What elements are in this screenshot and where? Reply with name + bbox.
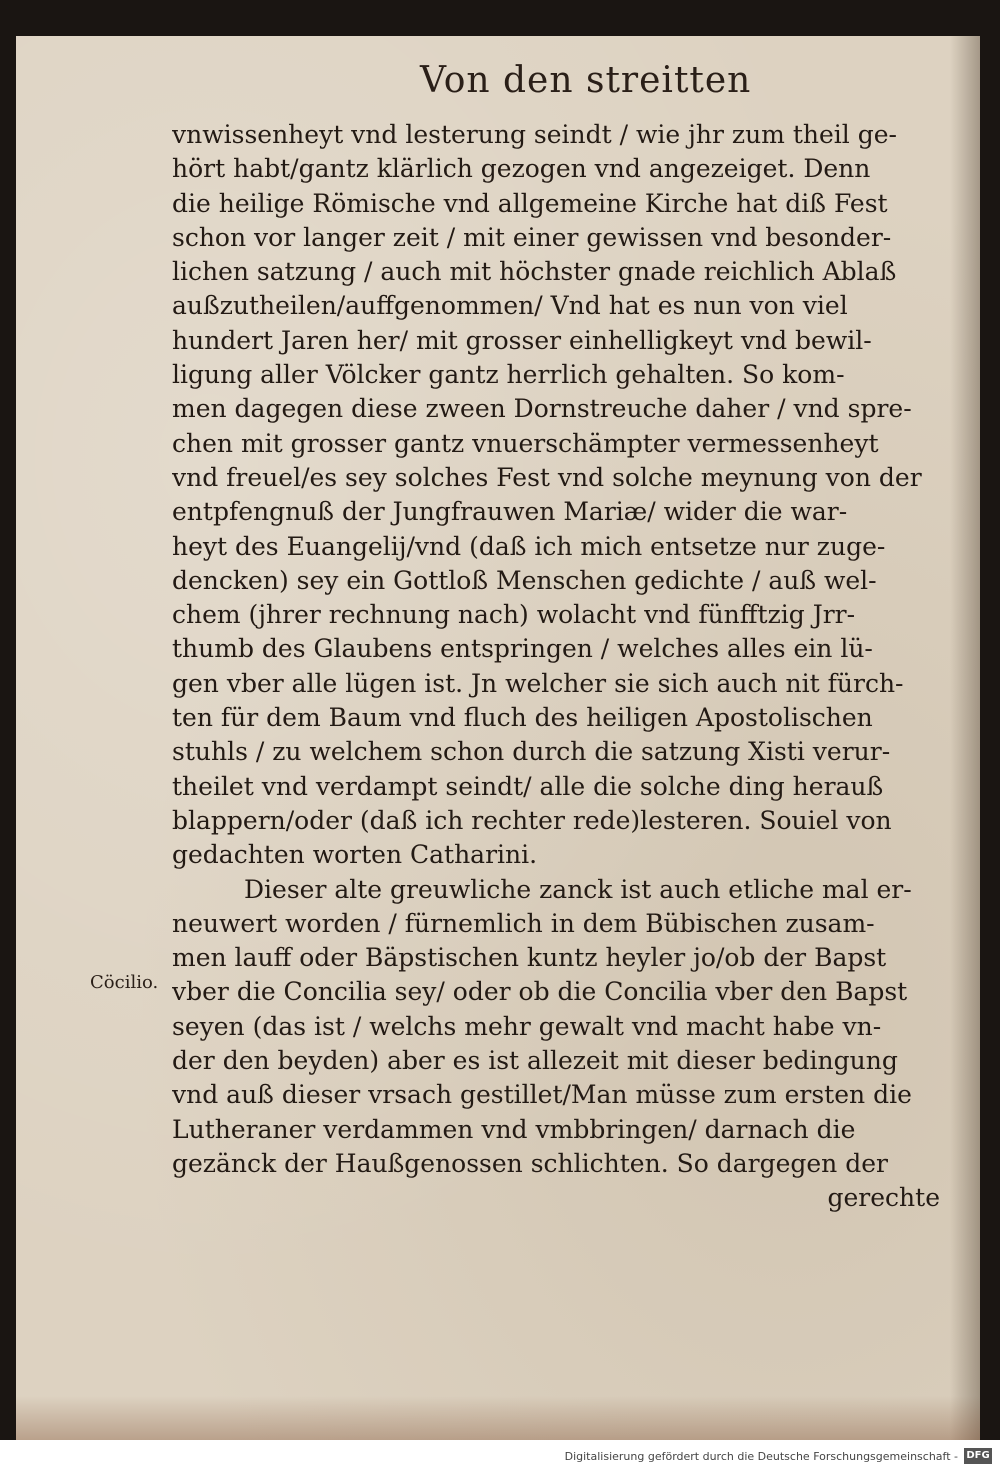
text-line: neuwert worden / fürnemlich in dem Bübischen zusam-: [172, 908, 875, 938]
text-line: außzutheilen/auffgenommen/ Vnd hat es nun von viel: [172, 291, 848, 321]
text-line: seyen (das ist / welchs mehr gewalt vnd macht habe vn-: [172, 1011, 882, 1041]
text-line: der den beyden) aber es ist allezeit mit dieser bedingung: [172, 1046, 898, 1076]
text-line: gen vber alle lügen ist. Jn welcher sie sich auch nit fürch-: [172, 668, 904, 698]
page-bottom-edge: [16, 1396, 980, 1440]
text-line: gezänck der Haußgenossen schlichten. So dargegen der: [172, 1148, 888, 1178]
text-line: heyt des Euangelij/vnd (daß ich mich entsetze nur zuge-: [172, 531, 886, 561]
catchword: gerechte: [827, 1183, 940, 1213]
page-edge-shadow: [950, 36, 980, 1440]
text-line: blappern/oder (daß ich rechter rede)lesteren. Souiel von: [172, 805, 892, 835]
text-line: entpfengnuß der Jungfrauwen Mariæ/ wider die war-: [172, 497, 848, 527]
text-line: stuhls / zu welchem schon durch die satzung Xisti verur-: [172, 737, 891, 767]
text-line: vnd auß dieser vrsach gestillet/Man müsse zum ersten die: [172, 1080, 912, 1110]
text-line: vnwissenheyt vnd lesterung seindt / wie jhr zum theil ge-: [172, 120, 897, 149]
text-line: schon vor langer zeit / mit einer gewissen vnd besonder-: [172, 222, 892, 252]
main-text-block: [172, 118, 940, 1216]
text-line: gedachten worten Catharini.: [172, 840, 538, 870]
text-line: die heilige Römische vnd allgemeine Kirche hat diß Fest: [172, 188, 888, 218]
dfg-logo-icon: DFG: [964, 1448, 992, 1464]
paragraph-first-line: Dieser alte greuwliche zanck ist auch etliche mal er-: [244, 874, 912, 904]
text-line: hundert Jaren her/ mit grosser einhelligkeyt vnd bewil-: [172, 325, 872, 355]
text-line: lichen satzung / auch mit höchster gnade reichlich Ablaß: [172, 257, 897, 287]
text-line: vnd freuel/es sey solches Fest vnd solche meynung von der: [172, 462, 922, 492]
text-line: dencken) sey ein Gottloß Menschen gedichte / auß wel-: [172, 565, 877, 595]
text-line: hört habt/gantz klärlich gezogen vnd angezeiget. Denn: [172, 154, 871, 184]
text-line: men lauff oder Bäpstischen kuntz heyler jo/ob der Bapst: [172, 943, 887, 973]
text-line: Lutheraner verdammen vnd vmbbringen/ darnach die: [172, 1114, 856, 1144]
text-line: vber die Concilia sey/ oder ob die Concilia vber den Bapst: [172, 977, 908, 1007]
text-line: ten für dem Baum vnd fluch des heiligen Apostolischen: [172, 703, 873, 733]
text-line: thumb des Glaubens entspringen / welches alles ein lü-: [172, 634, 873, 664]
text-line: ligung aller Völcker gantz herrlich gehalten. So kom-: [172, 360, 845, 390]
footer-bar: [0, 1440, 1000, 1474]
text-line: chen mit grosser gantz vnuerschämpter vermessenheyt: [172, 428, 879, 458]
text-line: chem (jhrer rechnung nach) wolacht vnd fünfftzig Jrr-: [172, 600, 856, 630]
text-line: men dagegen diese zween Dornstreuche daher / vnd spre-: [172, 394, 912, 424]
marginal-note: Cöcilio.: [90, 972, 159, 993]
footer-credit: Digitalisierung gefördert durch die Deutsche Forschungsgemeinschaft -: [564, 1450, 958, 1463]
text-line: theilet vnd verdampt seindt/ alle die solche ding herauß: [172, 771, 884, 801]
running-head: Von den streitten: [420, 60, 752, 101]
